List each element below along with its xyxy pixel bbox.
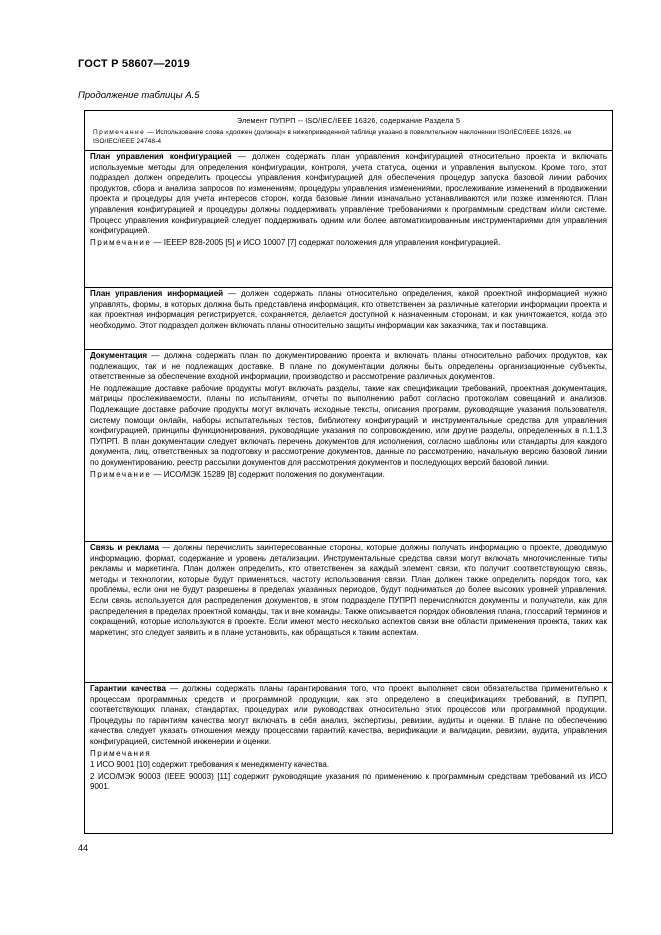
- config-term: План управления конфигурацией: [90, 152, 232, 161]
- document-code: ГОСТ Р 58607—2019: [78, 58, 190, 70]
- qa-text: — должны содержать планы гарантирования того, что проект выполняет свои обязательства применительно к процессам программных средств и программной продукции, как это определено в спецификациях требований, в ПУПРП, соответствующих планах, стандартах, процедурах или руководствах относительно этих процессов или программной продукции. Процедуры по гарантиям качества могут включать в себя анализ, экспертизы, ревизии, аудиты и оценки. В плане по обеспечению качества следует указать отношения между процессами гарантий качества, верификации и валидации, ревизии, аудита, управления конфигурацией, системной инженерии и оценки.: [90, 684, 607, 746]
- section-documentation: [85, 350, 612, 542]
- qa-note-1: 1 ИСО 9001 [10] содержит требования к менеджменту качества.: [90, 760, 330, 770]
- config-note-text: — IEEEP 828-2005 [5] и ИСО 10007 [7] содержат положения для управления конфигурацией.: [151, 237, 501, 247]
- docs-term: Документация: [90, 351, 148, 360]
- docs-note-label: Примечание: [90, 469, 152, 479]
- qa-note-2: 2 ИСО/МЭК 90003 (IEEE 90003) [11] содержит руководящие указания по применению к программным средствам требований из ИСО 9001.: [90, 771, 607, 792]
- table-header-title: Элемент ПУПРП -- ISO/IEC/IEEE 16326, содержание Раздела 5: [236, 116, 461, 125]
- page-number: 44: [78, 843, 89, 853]
- comm-text: — должны перечислить заинтересованные стороны, которые должны получать информацию о проекте, доводимую информацию, формат, содержание и уровень детализации. Инструментальные средства связи могут включать многочисленные типы рекламы и маркетинга. План должен определить, кто ответственен за каждый элемент связи, кто получит соответствующую связь, методы и технологии, которые будут применяться, частоту использования связи. План должен также определить порядок того, как проблемы, если они не будут разрешены в пределах указанных периодов, будут подниматься до более высоких уровней управления. Если связь используется для распределения документов, в этом подразделе ПУПРП перечисляются документы и получатели, как для распределения в пределах проектной команды, так и вне команды. Также описывается порядок обновления плана, глоссарий терминов и сокращений, которые используются в проекте. Если имеют место несколько аспектов связи вне области применения проекта, таких как маркетинг, это следует заявить и в плане установить, как обращаться к таким аспектам.: [90, 543, 608, 637]
- info-paragraph: [90, 289, 607, 331]
- section-configuration-management: [85, 151, 612, 288]
- requirements-table: [84, 110, 613, 834]
- info-term: План управления информацией: [90, 289, 224, 298]
- qa-notes-label: Примечания: [90, 748, 152, 758]
- table-header-note-label: Примечание: [93, 129, 146, 136]
- docs-note-text: — ИСО/МЭК 15289 [8] содержит положения по документации.: [151, 469, 385, 479]
- docs-paragraph-2: Не подлежащие доставке рабочие продукты могут включать разделы, такие как спецификации требований, проектная документация, матрицы прослеживаемости, планы по испытаниям, отчеты по выполнению работ согласно протоколам совещаний и анализов. Подлежащие доставке рабочие продукты могут включать исходные тексты, описания программ, руководящие указания пользователя, систему помощи онлайн, наборы испытательных тестов, библиотеку конфигураций и инструментальные средства для управления конфигурацией, принципы функционирования, руководящие указания по сопровождению, или другие разделы, определенных в п.1.1.3 ПУПРП. В план документации следует включать перечень документов для исполнения, согласно шаблоны или стандарты для каждого документа, лиц, ответственных за подготовку и рассмотрение документов, данные по рассмотрению, начальную версию базовой линии по документированию, реестр рассылки документов для рассмотрения документов и последующих версий базовой линии.: [90, 383, 607, 467]
- config-note-label: Примечание: [90, 237, 152, 247]
- table-header-note: [93, 128, 606, 146]
- docs-note: [90, 470, 607, 481]
- config-note: [90, 238, 607, 249]
- table-header-note-text: — Использование слова «должен (должна)» в нижеприведенной таблице указано в повелительном наклонении ISO/IEC/IEEE 16326, не ISO/IEC/IEEE 24748-4: [93, 129, 572, 145]
- table-continuation-label: Продолжение таблицы А.5: [78, 90, 200, 101]
- section-communication-and-advertising: [85, 542, 612, 683]
- config-paragraph: [90, 152, 607, 237]
- qa-term: Гарантии качества: [90, 684, 166, 693]
- section-information-management: [85, 288, 612, 350]
- config-text: — должен содержать план управления конфигурацией относительно проекта и включать используемые методы для определения конфигурации, контроля, учета статуса, оценки и управления выпуском. Кроме того, этот подраздел должен определить процессы управления конфигурацией для обеспечения процедур запуска базовой линии рабочих продуктов, сбора и анализа запросов по изменениям, процедуры управления изменениями, прослеживание изменений в продвижении проекта и процедуры для учета интересов сторон, когда базовые линии изначально устанавливаются или позже изменяются. План управления конфигурацией и процедуры должны поддерживать управление требованиями к программным средствам и/или системе. Процесс управления конфигурацией следует поддерживать одним или более автоматизированным инструментариями для управления конфигурацией.: [90, 152, 607, 236]
- docs-paragraph: [90, 351, 607, 383]
- comm-paragraph: [90, 543, 607, 638]
- docs-text: — должна содержать план по документированию проекта и включать планы относительно рабочих продуктов, как подлежащих, так и не подлежащих доставке. В плане по документации должны быть определены организационные субъекты, ответственные за обеспечение входной информации, производство и рассмотрение различных документов.: [90, 351, 607, 382]
- info-text: — должен содержать планы относительно определения, какой проектной информацией нужно управлять, формы, в которых должна быть представлена информация, кто ответственен за различные категории информации проекта и как проектная информация регистрируется, сохраняется, делается доступной к назначенным сторонам, и как уничтожается, когда это необходимо. Этот подраздел должен включать планы относительно защиты информации как заказчика, так и поставщика.: [90, 289, 608, 330]
- qa-paragraph: [90, 684, 607, 748]
- comm-term: Связь и реклама: [90, 543, 159, 552]
- table-header: [85, 111, 612, 151]
- section-quality-assurance: [85, 683, 612, 833]
